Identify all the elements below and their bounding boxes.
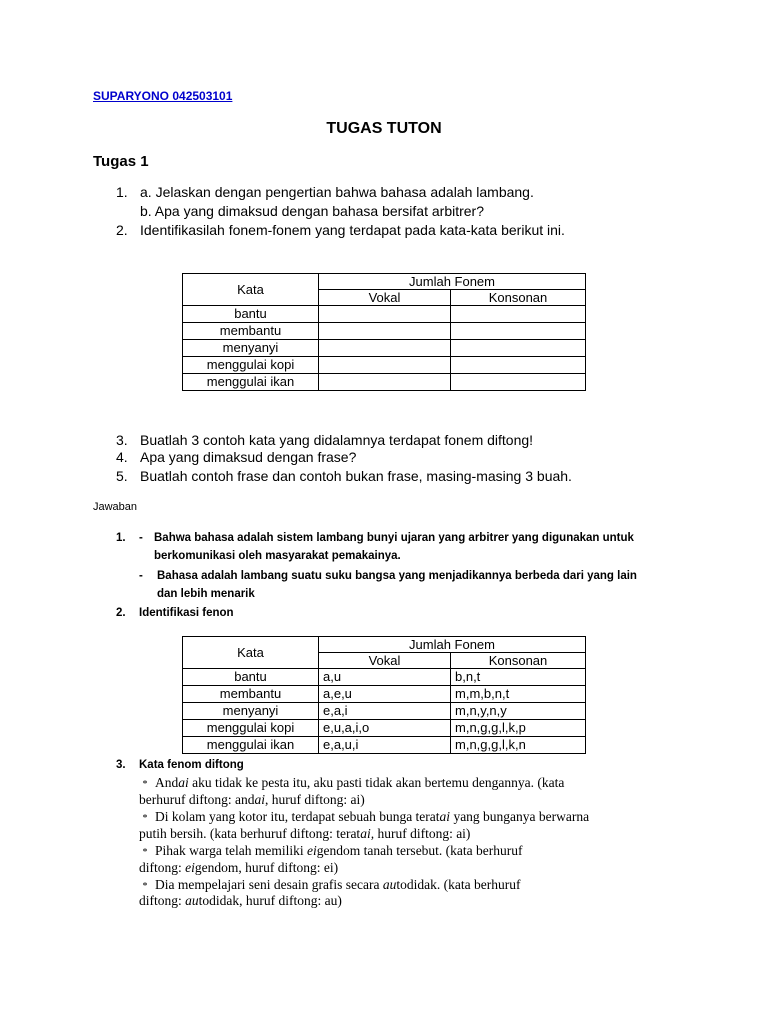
answer-2-number: 2. — [116, 607, 126, 619]
answer-3-number: 3. — [116, 759, 126, 771]
cell-konsonan: m,n,y,n,y — [451, 703, 586, 720]
cell-kata: menggulai ikan — [183, 374, 319, 391]
question-5 — [116, 467, 676, 487]
header-konsonan: Konsonan — [451, 653, 586, 669]
text-part: Di kolam yang kotor itu, terdapat sebuah bunga terat — [155, 809, 440, 824]
question-4 — [116, 448, 676, 468]
question-text: Apa yang dimaksud dengan frase? — [140, 449, 357, 465]
question-text: Buatlah contoh frase dan contoh bukan frase, masing-masing 3 buah. — [140, 468, 572, 484]
text-part: gendom, huruf diftong: ei) — [194, 860, 339, 875]
text-part: Dia mempelajari seni desain grafis secara — [155, 877, 383, 892]
cell-konsonan: b,n,t — [451, 669, 586, 686]
bullet-star-icon: * — [142, 847, 148, 858]
diftong-example-2-line-2 — [139, 825, 470, 842]
table-row — [183, 686, 586, 703]
header-jumlah-fonem: Jumlah Fonem — [319, 274, 586, 290]
table-row — [183, 374, 586, 391]
text-part: todidak, huruf diftong: au) — [198, 893, 342, 908]
text-part: huruf diftong: ai) — [374, 826, 471, 841]
table-row — [183, 357, 586, 374]
header-konsonan: Konsonan — [451, 290, 586, 306]
page-title: TUGAS TUTON — [326, 120, 442, 137]
cell-vokal: a,u — [319, 669, 451, 686]
filled-phoneme-table — [182, 636, 586, 754]
header-vokal: Vokal — [319, 653, 451, 669]
question-number: 5. — [116, 468, 128, 484]
question-number: 2. — [116, 222, 128, 238]
diftong-highlight: ai — [178, 775, 189, 790]
diftong-highlight: au — [382, 877, 397, 892]
cell-vokal: e,a,i — [319, 703, 451, 720]
blank-phoneme-table — [182, 273, 586, 391]
text-part: berhuruf diftong: and — [139, 792, 255, 807]
cell-vokal: e,a,u,i — [319, 737, 451, 754]
answer-1-dash: - — [139, 570, 143, 582]
diftong-highlight: ei — [306, 843, 317, 858]
question-number: 3. — [116, 432, 128, 448]
cell-konsonan — [451, 306, 586, 323]
header-vokal: Vokal — [319, 290, 451, 306]
text-part: todidak. (kata berhuruf — [396, 877, 521, 892]
text-part: putih bersih. (kata berhuruf diftong: terat — [139, 826, 361, 841]
question-number: 1. — [116, 184, 128, 200]
diftong-example-1-line-2 — [139, 791, 365, 808]
answer-3-text: Kata fenom diftong — [139, 759, 244, 771]
question-text: a. Jelaskan dengan pengertian bahwa bahasa adalah lambang. — [140, 184, 534, 200]
diftong-highlight: ai — [254, 792, 265, 807]
cell-vokal: a,e,u — [319, 686, 451, 703]
question-text: b. Apa yang dimaksud dengan bahasa bersifat arbitrer? — [140, 203, 485, 219]
bullet-star-icon: * — [142, 881, 148, 892]
cell-kata: membantu — [183, 686, 319, 703]
text-part: Pihak warga telah memiliki — [155, 843, 307, 858]
answer-1-line-1: Bahwa bahasa adalah sistem lambang bunyi ujaran yang arbitrer yang digunakan untuk — [154, 532, 634, 544]
bullet-star-icon: * — [142, 813, 148, 824]
answer-1-line-2: berkomunikasi oleh masyarakat pemakainya. — [154, 550, 401, 562]
answer-2-text: Identifikasi fenon — [139, 607, 234, 619]
header-kata: Kata — [183, 637, 319, 669]
text-part: diftong: — [139, 860, 186, 875]
answers-heading: Jawaban — [93, 501, 138, 513]
cell-kata: menggulai kopi — [183, 720, 319, 737]
cell-kata: menyanyi — [183, 703, 319, 720]
question-1a — [116, 183, 676, 203]
cell-vokal — [319, 323, 451, 340]
cell-konsonan — [451, 323, 586, 340]
bullet-star-icon: * — [142, 779, 148, 790]
table-row — [183, 737, 586, 754]
cell-vokal — [319, 340, 451, 357]
header-kata: Kata — [183, 274, 319, 306]
cell-kata: menggulai kopi — [183, 357, 319, 374]
cell-konsonan: m,m,b,n,t — [451, 686, 586, 703]
answer-1-dash: - — [139, 532, 143, 544]
diftong-highlight: ai — [439, 809, 451, 824]
answer-1-line-3: Bahasa adalah lambang suatu suku bangsa yang menjadikannya berbeda dari yang lain — [157, 570, 637, 582]
task-heading: Tugas 1 — [93, 153, 149, 170]
cell-konsonan — [451, 357, 586, 374]
cell-kata: menggulai ikan — [183, 737, 319, 754]
table-row — [183, 720, 586, 737]
text-part: diftong: — [139, 893, 186, 908]
cell-konsonan — [451, 340, 586, 357]
diftong-highlight: au — [185, 893, 199, 908]
question-text: Buatlah 3 contoh kata yang didalamnya terdapat fonem diftong! — [140, 432, 534, 448]
text-part: , huruf diftong: ai) — [264, 792, 365, 807]
question-number: 4. — [116, 449, 128, 465]
question-2 — [116, 221, 676, 241]
diftong-highlight: ai, — [360, 826, 375, 841]
cell-kata: bantu — [183, 669, 319, 686]
answer-1-line-4: dan lebih menarik — [157, 588, 255, 600]
table-row — [183, 669, 586, 686]
text-part: yang bunganya berwarna — [450, 809, 590, 824]
cell-konsonan: m,n,g,g,l,k,n — [451, 737, 586, 754]
table-row — [183, 703, 586, 720]
cell-konsonan — [451, 374, 586, 391]
header-jumlah-fonem: Jumlah Fonem — [319, 637, 586, 653]
cell-vokal — [319, 357, 451, 374]
text-part: gendom tanah tersebut. (kata berhuruf — [316, 843, 523, 858]
question-1b — [116, 202, 676, 222]
table-row — [183, 323, 586, 340]
cell-vokal: e,u,a,i,o — [319, 720, 451, 737]
question-text: Identifikasilah fonem-fonem yang terdapat pada kata-kata berikut ini. — [140, 222, 565, 238]
cell-kata: bantu — [183, 306, 319, 323]
diftong-highlight: ei — [185, 860, 195, 875]
table-row — [183, 306, 586, 323]
cell-kata: membantu — [183, 323, 319, 340]
author-name[interactable]: SUPARYONO 042503101 — [93, 89, 233, 103]
text-part: aku tidak ke pesta itu, aku pasti tidak akan bertemu dengannya. (kata — [188, 775, 565, 790]
cell-vokal — [319, 306, 451, 323]
text-part: And — [155, 775, 179, 790]
diftong-example-4-line-2 — [139, 892, 342, 909]
table-row — [183, 340, 586, 357]
diftong-example-3-line-2 — [139, 859, 338, 876]
cell-kata: menyanyi — [183, 340, 319, 357]
cell-konsonan: m,n,g,g,l,k,p — [451, 720, 586, 737]
cell-vokal — [319, 374, 451, 391]
answer-1-number: 1. — [116, 532, 126, 544]
